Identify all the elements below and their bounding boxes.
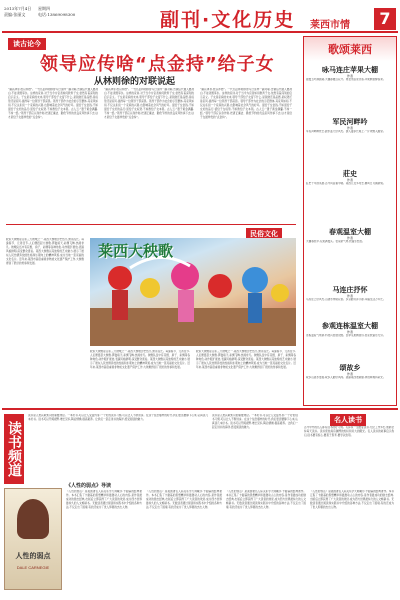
poem-body: 大棚春色早,瓜果满枝头。农家新气象,致富乐悠悠。: [306, 240, 365, 243]
poem-body: 故乡山美水更美,故乡人勤好风尚。美丽莱西谱新篇,再创辉煌铸荣光。: [306, 376, 386, 379]
lead-tag: 读古论今: [8, 38, 46, 50]
book-title: 人性的弱点: [15, 551, 51, 560]
poem-6: [306, 321, 394, 361]
folk-culture: [6, 226, 298, 406]
poem-title: 马连庄抒怀: [332, 285, 368, 294]
review-body-col2: 《人性的弱点》是美国著名人际关系学大师戴尔·卡耐基的经典著作。本书汇集了卡耐基的思想精华和最激动人心的内容,是作者最成功的励志经典,出版后立即获得了广大读者的欢迎,成为西方世界最持久的人文畅销书。无数读者通过阅读和实践书中介绍的各种方法,不仅走出了困境,有的还成为了世人仰慕的杰出人物。: [146, 490, 222, 509]
poem-body: 银枝玉叶满园栽,大棚春暖百花开。果农笑脸迎宾客,苹果飘香醉客来。: [306, 78, 386, 81]
lower-divider: [2, 408, 398, 410]
folk-title: 莱西大秧歌: [98, 242, 174, 260]
poem-title: 春观温室大棚: [329, 227, 371, 236]
reading-body: 读书是人类获取知识的重要途径。一本好书,可以让人受益终身;一个好的读书习惯,可以让人不断进步。在这个信息爆炸的时代,我们更需要静下心来,认真读几本好书。读书可以开阔视野,增长见识,陶冶情操,提高素养。让我们一起走进书的海洋,感受阅读的魅力。: [28, 414, 208, 421]
page-number: 7: [374, 8, 396, 30]
review-body-col3: 《人性的弱点》是美国著名人际关系学大师戴尔·卡耐基的经典著作。本书汇集了卡耐基的思想精华和最激动人心的内容,是作者最成功的励志经典,出版后立即获得了广大读者的欢迎,成为西方世界最持久的人文畅销书。无数读者通过阅读和实践书中介绍的各种方法,不仅走出了困境,有的还成为了世人仰慕的杰出人物。: [226, 490, 306, 509]
book-author: DALE CARNEGIE: [16, 565, 50, 570]
poem-title: 颂故乡: [339, 363, 361, 372]
poem-body: 马连庄上好风光,山清水秀稻花香。乡亲勤劳奔小康,幸福生活万年长。: [306, 298, 386, 301]
folk-body-col3: 胶东大秧歌是山东三大秧歌之一,莱西大秧歌历史悠久,源远流长。每逢春节、元宵佳节,人们便扭起大秧歌,锣鼓喧天,彩绸飞舞,热闹非凡。秧歌队伍中有花棍、扇子、彩绸等各种角色,动作粗犷豪放,表演风格鲜明,深受群众喜爱。莱西大秧歌以其独特的艺术魅力,展示了胶东人民热情奔放的性格和乐观向上的精神风貌,成为当地一张亮丽的文化名片。近年来,莱西市高度重视非物质文化遗产保护工作,大秧歌得到了很好的传承和发展。: [196, 350, 296, 369]
header-phone: 电话:13869098300: [38, 12, 76, 17]
poem-7: [306, 363, 394, 403]
reading-title-text: 读书频道: [6, 421, 22, 477]
poem-title: 咏马连庄苹果大棚: [322, 65, 378, 74]
sidebar-banner: [304, 37, 396, 61]
reading-body-2: 读书是人类获取知识的重要途径。一本好书,可以让人受益终身;一个好的读书习惯,可以让人不断进步。在这个信息爆炸的时代,我们更需要静下心来,认真读几本好书。读书可以开阔视野,增长见识,陶冶情操,提高素养。让我们一起走进书的海洋,感受阅读的魅力。: [212, 414, 298, 429]
paper-name: 莱西市情: [310, 20, 350, 31]
header-weekday: 星期四: [38, 6, 50, 11]
book-cover: [4, 488, 62, 590]
poem-2: [306, 117, 394, 167]
poem-1: [306, 65, 394, 115]
famous-readers-body: 古今中外的名人都有读书的好习惯。毛泽东一生酷爱读书,无论工作多忙,他都坚持每天读书。读书使他具有渊博的知识和远大的眼光。名人读书的故事启示我们,读书要有恒心,要善于思考,要学以致用。: [304, 426, 394, 437]
review-title: 《人性的弱点》导读: [66, 483, 112, 489]
poem-author: 作者: [346, 330, 353, 334]
poem-author: 作者: [346, 126, 353, 130]
header-rule: [2, 31, 398, 33]
section-divider: [6, 224, 296, 225]
header: [0, 0, 400, 34]
famous-readers-badge: 名人读书: [330, 414, 366, 426]
poem-body: 莊史千年颂英豪,古今风流看今朝。莱西儿女多奇志,敢叫日月换新貌。: [306, 182, 386, 185]
poem-author: 作者: [346, 236, 353, 240]
reading-channel: [4, 412, 396, 596]
book-cover-art: [17, 499, 49, 539]
review-body-col4: 《人性的弱点》是美国著名人际关系学大师戴尔·卡耐基的经典著作。本书汇集了卡耐基的思想精华和最激动人心的内容,是作者最成功的励志经典,出版后立即获得了广大读者的欢迎,成为西方世界最持久的人文畅销书。无数读者通过阅读和实践书中介绍的各种方法,不仅走出了困境,有的还成为了世人仰慕的杰出人物。: [310, 490, 394, 509]
poem-title: 参观连栋温室大棚: [322, 321, 378, 330]
lead-title: 领导应传啥“点金持”给子女: [40, 54, 275, 75]
poem-title: 军民河畔吟: [332, 117, 368, 126]
folk-body-col1: 胶东大秧歌是山东三大秧歌之一,莱西大秧歌历史悠久,源远流长。每逢春节、元宵佳节,人们便扭起大秧歌,锣鼓喧天,彩绸飞舞,热闹非凡。秧歌队伍中有花棍、扇子、彩绸等各种角色,动作粗犷豪放,表演风格鲜明,深受群众喜爱。莱西大秧歌以其独特的艺术魅力,展示了胶东人民热情奔放的性格和乐观向上的精神风貌,成为当地一张亮丽的文化名片。近年来,莱西市高度重视非物质文化遗产保护工作,大秧歌得到了很好的传承和发展。: [6, 238, 84, 265]
poem-body: 军民河畔柳丝长,碧水蓝天好风光。游人漫步长堤上,一片欢歌入画堂。: [306, 130, 386, 133]
lead-body-col3: “廉以律身,俭以养德”。一代名臣林则徐曾写过这样一副对联,告诫后代做人要清白,不能贪图享乐。这样的家训,对于当今为官者如何教育子女,依然有着深刻的启示意义。子女是家庭的未来,领导干部给子女留下什么,是钱财还是品德,是权势还是家风,值得每一位领导干部深思。领导干部作为社会的示范群体,其家风如何,不仅关系到一个家庭的兴衰,也影响着社会风气的好坏。留给子女金钱,不如留给子女好的品行;留给子女权势,不如教给子女本领。古人云:“遗子黄金满籯,不如一经。”领导干部应以身作则,把清正廉洁、勤俭节约的优良家风传承下去,这才是给子女最珍贵的“点金持”。: [200, 88, 292, 119]
lead-subtitle: 从林则徐的对联说起: [94, 77, 176, 87]
folk-badge: 民俗文化: [246, 228, 282, 240]
review-body-col1: 《人性的弱点》是美国著名人际关系学大师戴尔·卡耐基的经典著作。本书汇集了卡耐基的思想精华和最激动人心的内容,是作者最成功的励志经典,出版后立即获得了广大读者的欢迎,成为西方世界最持久的人文畅销书。无数读者通过阅读和实践书中介绍的各种方法,不仅走出了困境,有的还成为了世人仰慕的杰出人物。: [66, 490, 142, 509]
lead-article: [6, 36, 294, 222]
poem-author: 作者: [346, 372, 353, 376]
poem-author: 作者: [346, 178, 353, 182]
poem-3: [306, 169, 394, 225]
lead-body-col1: “廉以律身,俭以养德”。一代名臣林则徐曾写过这样一副对联,告诫后代做人要清白,不能贪图享乐。这样的家训,对于当今为官者如何教育子女,依然有着深刻的启示意义。子女是家庭的未来,领导干部给子女留下什么,是钱财还是品德,是权势还是家风,值得每一位领导干部深思。领导干部作为社会的示范群体,其家风如何,不仅关系到一个家庭的兴衰,也影响着社会风气的好坏。留给子女金钱,不如留给子女好的品行;留给子女权势,不如教给子女本领。古人云:“遗子黄金满籯,不如一经。”领导干部应以身作则,把清正廉洁、勤俭节约的优良家风传承下去,这才是给子女最珍贵的“点金持”。: [8, 88, 98, 119]
poem-author: 作者: [346, 294, 353, 298]
folk-body-col2: 胶东大秧歌是山东三大秧歌之一,莱西大秧歌历史悠久,源远流长。每逢春节、元宵佳节,人们便扭起大秧歌,锣鼓喧天,彩绸飞舞,热闹非凡。秧歌队伍中有花棍、扇子、彩绸等各种角色,动作粗犷豪放,表演风格鲜明,深受群众喜爱。莱西大秧歌以其独特的艺术魅力,展示了胶东人民热情奔放的性格和乐观向上的精神风貌,成为当地一张亮丽的文化名片。近年来,莱西市高度重视非物质文化遗产保护工作,大秧歌得到了很好的传承和发展。: [90, 350, 190, 369]
poem-5: [306, 285, 394, 319]
poem-4: [306, 227, 394, 283]
poem-body: 连栋温室气象新,科技兴农展宏图。四季瓜果飘香远,农家致富乐无穷。: [306, 334, 386, 337]
header-editor: 责编:张丽文: [4, 12, 26, 17]
section-title: 副刊·文化历史: [160, 9, 296, 31]
lead-body-col2: “廉以律身,俭以养德”。一代名臣林则徐曾写过这样一副对联,告诫后代做人要清白,不能贪图享乐。这样的家训,对于当今为官者如何教育子女,依然有着深刻的启示意义。子女是家庭的未来,领导干部给子女留下什么,是钱财还是品德,是权势还是家风,值得每一位领导干部深思。领导干部作为社会的示范群体,其家风如何,不仅关系到一个家庭的兴衰,也影响着社会风气的好坏。留给子女金钱,不如留给子女好的品行;留给子女权势,不如教给子女本领。古人云:“遗子黄金满籯,不如一经。”领导干部应以身作则,把清正廉洁、勤俭节约的优良家风传承下去,这才是给子女最珍贵的“点金持”。: [104, 88, 194, 119]
poem-title: 莊史: [343, 169, 357, 178]
reading-column-title: [4, 414, 24, 484]
poem-author: 作者: [346, 74, 353, 78]
poem-sidebar: [303, 36, 397, 406]
sidebar-header: 歌颂莱西: [328, 43, 372, 56]
header-date: 2013年7月4日: [4, 6, 32, 11]
